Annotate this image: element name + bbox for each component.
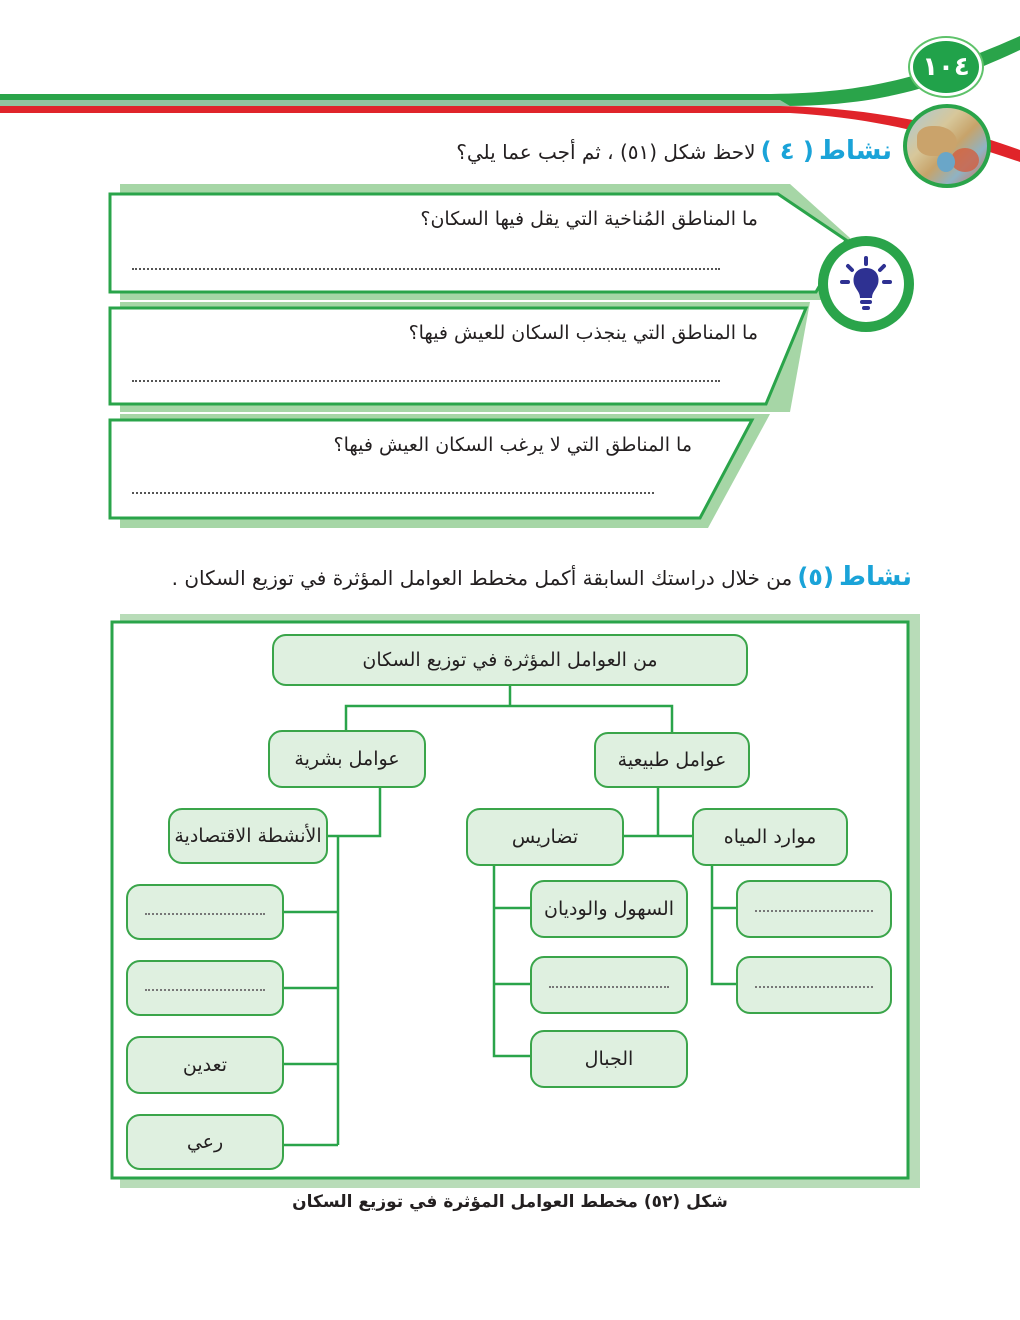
activity5-number: (٥) xyxy=(797,563,834,591)
node-root: من العوامل المؤثرة في توزيع السكان xyxy=(272,634,748,686)
node-economic-blank-2[interactable] xyxy=(126,960,284,1016)
figure-caption: شكل (٥٢) مخطط العوامل المؤثرة في توزيع السكان xyxy=(292,1192,728,1212)
node-grazing: رعي xyxy=(126,1114,284,1170)
node-water-resources: موارد المياه xyxy=(692,808,848,866)
node-economic-blank-1[interactable] xyxy=(126,884,284,940)
node-human-factors: عوامل بشرية xyxy=(268,730,426,788)
node-plains-valleys: السهول والوديان xyxy=(530,880,688,938)
page-number: ١٠٤ xyxy=(910,38,982,96)
activity4-instruction: لاحظ شكل (٥١) ، ثم أجب عما يلي؟ xyxy=(456,140,756,164)
activity4-question-1: ما المناطق المُناخية التي يقل فيها السكان؟ xyxy=(420,208,758,230)
node-terrain: تضاريس xyxy=(466,808,624,866)
node-water-blank-1[interactable] xyxy=(736,880,892,938)
activity5-label: نشاط xyxy=(839,562,912,592)
activity4-number: ( ٤ ) xyxy=(760,137,814,165)
node-terrain-blank[interactable] xyxy=(530,956,688,1014)
node-water-blank-2[interactable] xyxy=(736,956,892,1014)
activity4-label: نشاط xyxy=(819,136,892,166)
activity4-question-2: ما المناطق التي ينجذب السكان للعيش فيها؟ xyxy=(408,322,758,344)
activity4-question-3: ما المناطق التي لا يرغب السكان العيش فيها؟ xyxy=(333,434,692,456)
node-mountains: الجبال xyxy=(530,1030,688,1088)
activity5-instruction: من خلال دراستك السابقة أكمل مخطط العوامل المؤثرة في توزيع السكان . xyxy=(171,566,793,590)
node-mining: تعدين xyxy=(126,1036,284,1094)
node-economic-activities: الأنشطة الاقتصادية xyxy=(168,808,328,864)
node-natural-factors: عوامل طبيعية xyxy=(594,732,750,788)
